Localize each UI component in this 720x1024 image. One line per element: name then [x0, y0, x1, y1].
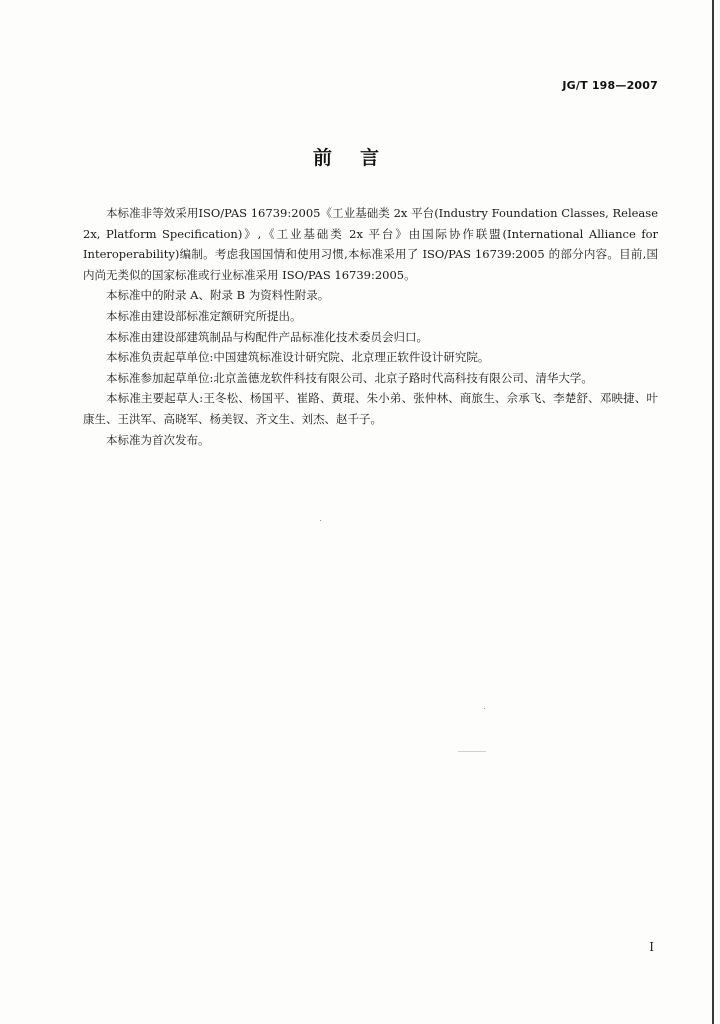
- paragraph-appendix: 本标准中的附录 A、附录 B 为资料性附录。: [106, 288, 330, 303]
- scan-speck: [320, 520, 321, 521]
- page-number: I: [649, 940, 654, 954]
- scan-speck: [458, 751, 486, 752]
- paragraph-committee: 本标准由建设部建筑制品与构配件产品标准化技术委员会归口。: [106, 329, 428, 344]
- paragraph-adoption: 本标准非等效采用ISO/PAS 16739:2005《工业基础类 2x 平台(Industry Foundation Classes, Release 2x, Platform Specification)》,《工业基础类 2x 平台》由国际协作联盟(International Alliance for Interoperability)编制。考虑我国国情和使用习惯,本标准采用了 ISO/PAS 16739:2005 的部分内容。目前,国内尚无类似的国家标准或行业标准采用 ISO/PAS 16739:2005。: [83, 206, 658, 282]
- paragraph-proposer: 本标准由建设部标准定额研究所提出。: [106, 308, 302, 323]
- paragraph-participating-drafters: 本标准参加起草单位:北京盖德龙软件科技有限公司、北京子路时代高科技有限公司、清华大学。: [106, 370, 593, 385]
- page-title: 前言: [312, 147, 407, 169]
- scan-speck: [484, 708, 485, 709]
- standard-number: JG/T 198—2007: [562, 79, 658, 92]
- paragraph-first-release: 本标准为首次发布。: [106, 432, 210, 447]
- paragraph-lead-drafters: 本标准负责起草单位:中国建筑标准设计研究院、北京理正软件设计研究院。: [106, 350, 490, 365]
- foreword-body: [83, 203, 658, 450]
- paragraph-main-drafters: 本标准主要起草人:王冬松、杨国平、崔路、黄琨、朱小弟、张仲林、商旅生、佘承飞、李楚舒、邓映捷、叶康生、王洪军、高晓军、杨美钗、齐文生、刘杰、赵千子。: [83, 391, 658, 426]
